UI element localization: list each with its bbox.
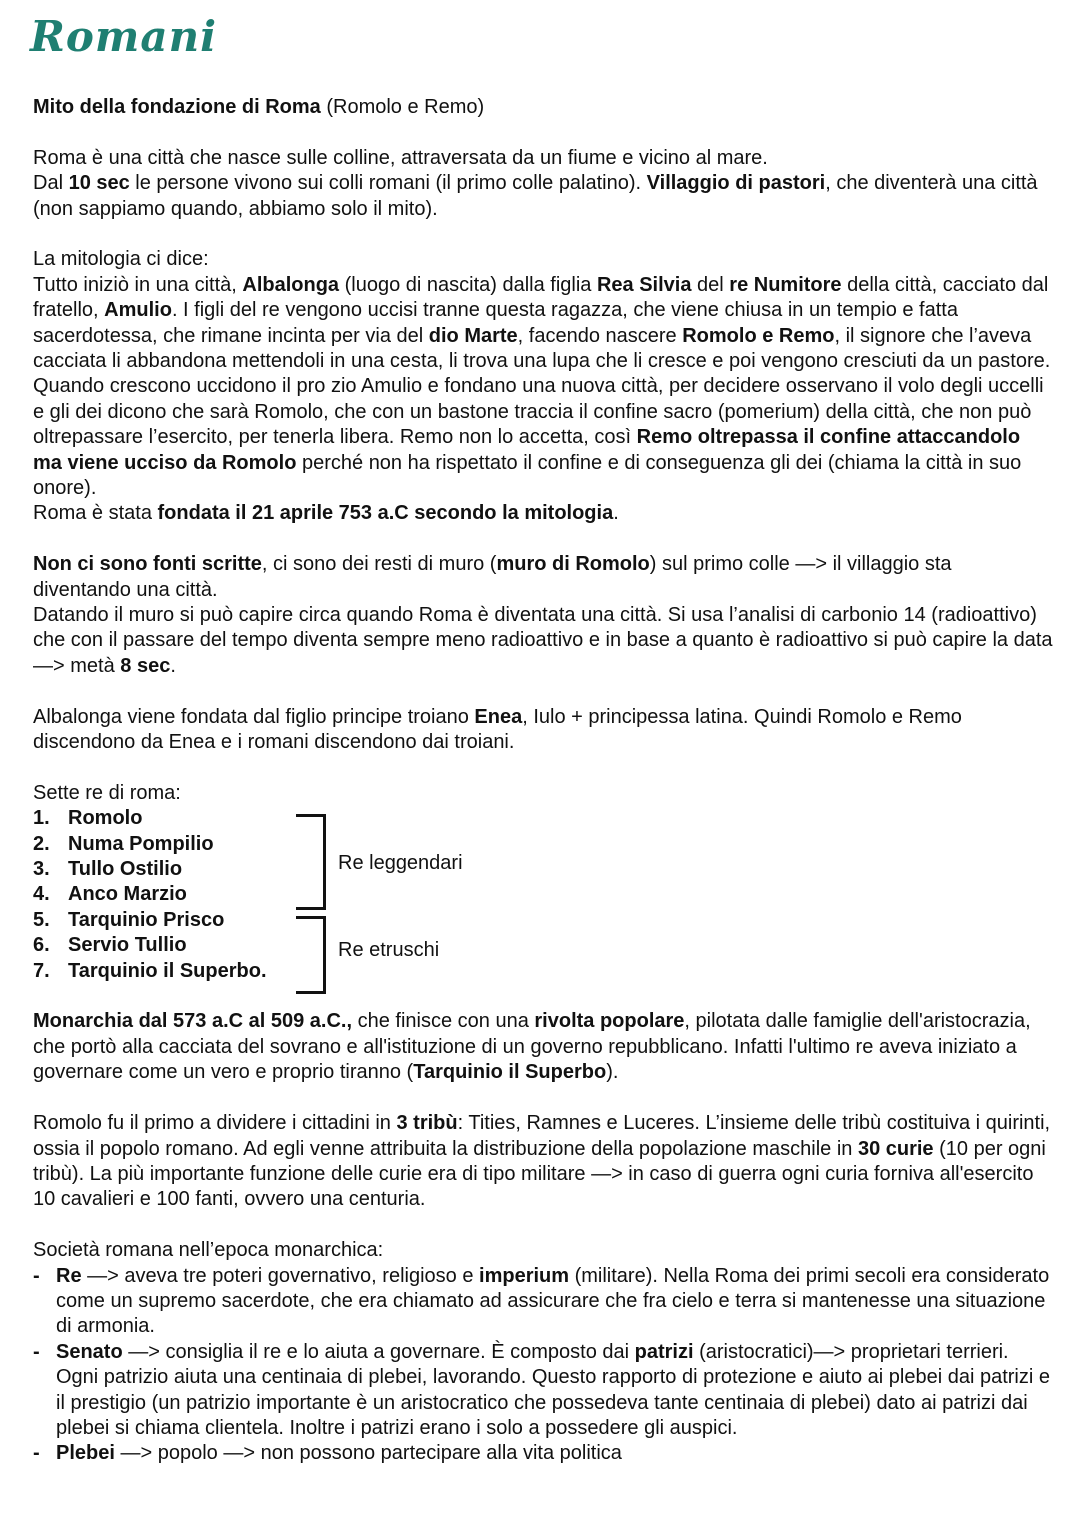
list-item-senato: - Senato —> consiglia il re e lo aiuta a governare. È composto dai patrizi (aristocratici)—> proprietari terrieri. Ogni patrizio aiuta una centinaia di plebei, lavorando. Questo rapporto di protezione e aiuto ai plebei dai patrizi e il prestigio (un patrizio importante è un aristocratico che possedeva tante centinaia di plebei) dato ai patrizi dai plebei si chiama clientela. Inoltre i patrizi erano i solo a possedere gli auspici. xyxy=(33,1340,1050,1439)
label-etruscan-kings: Re etruschi xyxy=(338,939,440,962)
paragraph-tribes: Romolo fu il primo a dividere i cittadini in 3 tribù: Tities, Ramnes e Luceres. L’insieme delle tribù costituiva i quirinti, ossia il popolo romano. Ad egli venne attribuita la distribuzione della popolazione maschile in 30 curie (10 per ogni tribù). La più importante funzione delle curie era di tipo militare —> in caso di guerra ogni curia forniva all'esercito 10 cavalieri e 100 fanti, ovvero una centuria. xyxy=(33,1112,1051,1211)
list-item-plebei: - Plebei —> popolo —> non possono partecipare alla vita politica xyxy=(33,1442,622,1465)
kings-intro: Sette re di roma: xyxy=(33,781,181,804)
paragraph-monarchy: Monarchia dal 573 a.C al 509 a.C., che finisce con una rivolta popolare, pilotata dalle famiglie dell'aristocrazia, che portò alla cacciata del sovrano e all'istituzione di un governo repubblicano. Infatti l'ultimo re aveva iniziato a governare come un vero e proprio tiranno (Tarquinio il Superbo). xyxy=(33,1010,1031,1084)
list-item: 4. Anco Marzio xyxy=(33,883,187,906)
bracket-legendary xyxy=(296,814,326,910)
kings-block xyxy=(33,806,1053,984)
list-item: 5. Tarquinio Prisco xyxy=(33,908,225,931)
list-item: 3. Tullo Ostilio xyxy=(33,858,183,881)
paragraph-mythology: La mitologia ci dice: Tutto iniziò in una città, Albalonga (luogo di nascita) dalla figlia Rea Silvia del re Numitore della città, cacciato dal fratello, Amulio. I figli del re vengono uccisi tranne questa ragazza, che viene chiusa in un tempio e fatta sacerdotessa, che rimane incinta per via del dio Marte, facendo nascere Romolo e Remo, il signore che l’aveva cacciata li abbandona mettendoli in una cesta, li trova una lupa che li cresce e poi vengono cresciuti da un pastore. Quando crescono uccidono il pro zio Amulio e fondano una nuova città, per decidere osservano il volo degli uccelli e gli dei dicono che sarà Romolo, che con un bastone traccia il confine sacro (pomerium) della città, che non può oltrepassare l’esercito, per tenerla libera. Remo non lo accetta, così Remo oltrepassa il confine attaccandolo ma viene ucciso da Romolo perché non ha rispettato il confine e di conseguenza gli dei (chiama la città in suo onore). Roma è stata fondata il 21 aprile 753 a.C secondo la mitologia. xyxy=(33,248,1051,525)
paragraph-albalonga: Albalonga viene fondata dal figlio principe troiano Enea, Iulo + principessa latina. Quindi Romolo e Remo discendono da Enea e i romani discendono dai troiani. xyxy=(33,705,962,754)
list-item: 7. Tarquinio il Superbo. xyxy=(33,959,267,982)
society-intro: Società romana nell’epoca monarchica: xyxy=(33,1239,384,1262)
label-legendary-kings: Re leggendari xyxy=(338,852,463,875)
paragraph-intro: Roma è una città che nasce sulle colline, attraversata da un fiume e vicino al mare. Dal 10 sec le persone vivono sui colli romani (il primo colle palatino). Villaggio di pastori, che diventerà una città (non sappiamo quando, abbiamo solo il mito). xyxy=(33,146,1038,220)
page-title: Romani xyxy=(30,12,218,61)
document-body xyxy=(33,95,1053,1467)
section-heading: Mito della fondazione di Roma (Romolo e Remo) xyxy=(33,96,485,118)
list-item: 1. Romolo xyxy=(33,807,143,830)
bracket-etruscan xyxy=(296,916,326,994)
list-item: 2. Numa Pompilio xyxy=(33,832,214,855)
society-list xyxy=(33,1264,1053,1467)
list-item-re: - Re —> aveva tre poteri governativo, religioso e imperium (militare). Nella Roma dei primi secoli era considerato come un supremo sacerdote, che era chiamato ad assicurare che fra cielo e terra si mantenesse una situazione di armonia. xyxy=(33,1264,1050,1338)
kings-list xyxy=(33,806,1053,984)
list-item: 6. Servio Tullio xyxy=(33,934,187,957)
paragraph-sources: Non ci sono fonti scritte, ci sono dei resti di muro (muro di Romolo) sul primo colle —> il villaggio sta diventando una città. Datando il muro si può capire circa quando Roma è diventata una città. Si usa l’analisi di carbonio 14 (radioattivo) che con il passare del tempo diventa sempre meno radioattivo e in base a quanto è radioattivo si può capire la data —> metà 8 sec. xyxy=(33,553,1053,677)
